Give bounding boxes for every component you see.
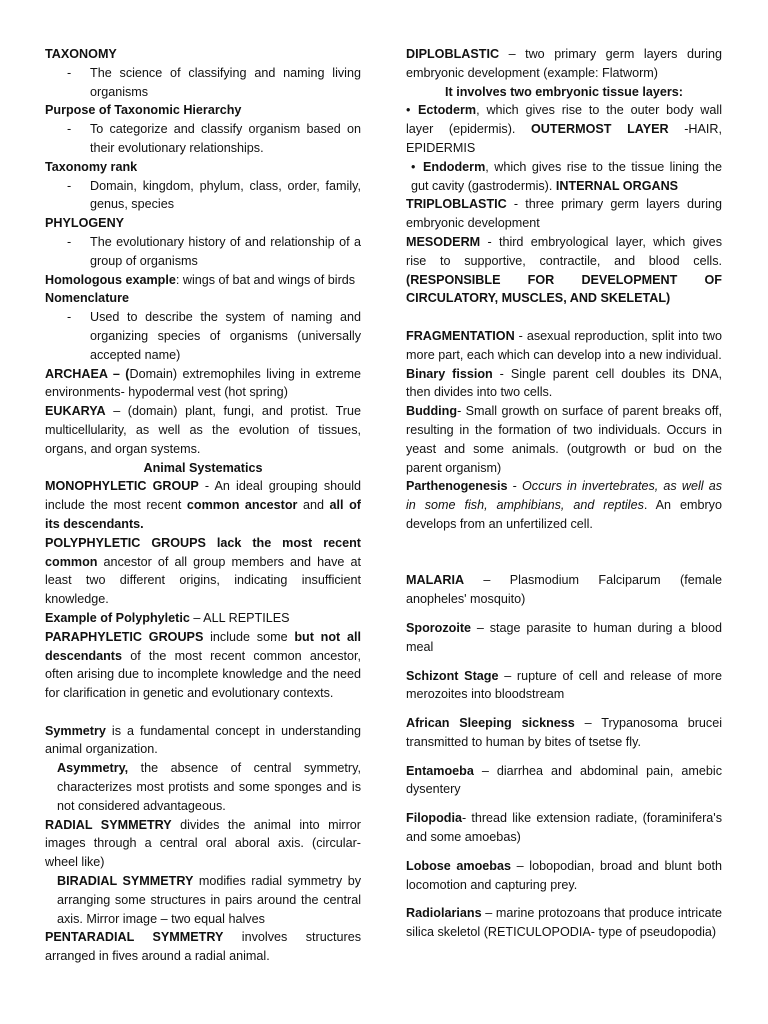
parthenogenesis-paragraph: Parthenogenesis - Occurs in invertebrates, as well as in some fish, amphibians, and reptiles. An embryo develops from an unfertilized cell. xyxy=(406,479,722,531)
radiolarians-paragraph: Radiolarians – marine protozoans that produce intricate silica skeletol (RETICULOPODIA- type of pseudopodia) xyxy=(406,906,722,940)
spacer xyxy=(406,609,722,619)
diploblastic-paragraph: DIPLOBLASTIC – two primary germ layers during embryonic development (example: Flatworm) xyxy=(406,47,722,80)
polyphyletic-paragraph: POLYPHYLETIC GROUPS lack the most recent common ancestor of all group members and have at least two different origins, indicating insufficient knowledge. xyxy=(45,535,361,607)
african-sleeping-sickness-paragraph: African Sleeping sickness – Trypanosoma brucei transmitted to human by bites of tsetse fly. xyxy=(406,716,722,749)
taxonomy-list xyxy=(45,64,361,102)
filopodia-paragraph: Filopodia- thread like extension radiate, (foraminifera's and some amoebas) xyxy=(406,811,722,845)
list-item: - To categorize and classify organism based on their evolutionary relationships. xyxy=(45,120,361,158)
nomenclature-list xyxy=(45,308,361,364)
spacer xyxy=(406,308,722,327)
budding-paragraph: Budding- Small growth on surface of parent breaks off, resulting in the formation of two individuals. Occurs in yeast and some animals. (outgrowth or bud on the parent organism) xyxy=(406,404,722,475)
biradial-symmetry-paragraph: BIRADIAL SYMMETRY modifies radial symmetry by arranging some structures in pairs around the central axis. Mirror image – two equal halves xyxy=(57,874,361,926)
radial-symmetry-paragraph: RADIAL SYMMETRY divides the animal into mirror images through a central oral aboral axis. (circular-wheel like) xyxy=(45,817,362,870)
heading-animal-systematics: Animal Systematics xyxy=(143,460,263,475)
binary-fission-paragraph: Binary fission - Single parent cell doubles its DNA, then divides into two cells. xyxy=(406,366,722,400)
right-column xyxy=(406,45,722,942)
left-column xyxy=(45,45,361,966)
spacer xyxy=(406,534,722,553)
heading-taxonomy: TAXONOMY xyxy=(45,47,117,61)
spacer xyxy=(406,799,722,809)
heading-phylogeny: PHYLOGENY xyxy=(45,216,125,231)
polyphyletic-example: Example of Polyphyletic – ALL REPTILES xyxy=(45,610,290,625)
eukarya-paragraph: EUKARYA – (domain) plant, fungi, and protist. True multicellularity, as well as the evolution of tissues, organs, and organ systems. xyxy=(45,404,361,456)
list-item: - Domain, kingdom, phylum, class, order, family, genus, species xyxy=(45,177,361,215)
bullet-icon: • xyxy=(406,103,411,118)
heading-nomenclature: Nomenclature xyxy=(45,291,129,306)
mesoderm-paragraph: MESODERM - third embryological layer, which gives rise to supportive, contractile, and blood cells. (RESPONSIBLE FOR DEVELOPMENT OF CIRCULATORY, MUSCLES, AND SKELETAL) xyxy=(406,234,722,306)
pentaradial-symmetry-paragraph: PENTARADIAL SYMMETRY involves structures arranged in fives around a radial animal. xyxy=(45,930,361,964)
archaea-paragraph: ARCHAEA – (Domain) extremophiles living in extreme environments- hypodermal vest (hot spring) xyxy=(45,366,361,400)
spacer xyxy=(406,894,722,904)
spacer xyxy=(406,847,722,857)
list-item: - The science of classifying and naming living organisms xyxy=(45,64,361,102)
fragmentation-paragraph: FRAGMENTATION - asexual reproduction, split into two more part, each which can develop into a new individual. xyxy=(406,328,722,362)
purpose-list xyxy=(45,120,361,158)
triploblastic-paragraph: TRIPLOBLASTIC - three primary germ layers during embryonic development xyxy=(406,197,722,231)
endoderm-paragraph: • Endoderm, which gives rise to the tissue lining the gut cavity (gastrodermis). INTERNAL ORGANS xyxy=(411,159,722,193)
spacer xyxy=(406,657,722,667)
list-item: - Used to describe the system of naming and organizing species of organisms (universally accepted name) xyxy=(45,308,361,364)
symmetry-paragraph: Symmetry is a fundamental concept in understanding animal organization. xyxy=(45,723,361,757)
lobose-amoebas-paragraph: Lobose amoebas – lobopodian, broad and blunt both locomotion and capturing prey. xyxy=(406,858,722,892)
spacer xyxy=(406,752,722,762)
list-item: - The evolutionary history of and relationship of a group of organisms xyxy=(45,233,361,271)
bullet-icon: • xyxy=(411,159,416,174)
heading-tissue-layers: It involves two embryonic tissue layers: xyxy=(445,84,683,99)
entamoeba-paragraph: Entamoeba – diarrhea and abdominal pain, amebic dysentery xyxy=(406,763,722,797)
malaria-paragraph: MALARIA – Plasmodium Falciparum (female anopheles' mosquito) xyxy=(406,573,722,607)
monophyletic-paragraph: MONOPHYLETIC GROUP - An ideal grouping should include the most recent common ancestor and all of its descendants. xyxy=(45,479,361,531)
asymmetry-paragraph: Asymmetry, the absence of central symmetry, characterizes most protists and some sponges and is not considered advantageous. xyxy=(57,761,361,813)
paraphyletic-paragraph: PARAPHYLETIC GROUPS include some but not all descendants of the most recent common ancestor, often arising due to incomplete knowledge and the need for clarification in genetic and evolutionary contexts. xyxy=(45,629,361,701)
phylogeny-list xyxy=(45,233,361,271)
spacer xyxy=(406,704,722,714)
heading-purpose: Purpose of Taxonomic Hierarchy xyxy=(45,103,242,118)
rank-list xyxy=(45,177,361,215)
sporozoite-paragraph: Sporozoite – stage parasite to human during a blood meal xyxy=(406,620,722,654)
heading-rank: Taxonomy rank xyxy=(45,159,138,174)
spacer xyxy=(45,703,361,722)
schizont-paragraph: Schizont Stage – rupture of cell and release of more merozoites into bloodstream xyxy=(406,668,723,702)
spacer xyxy=(406,553,722,572)
ectoderm-paragraph: • Ectoderm, which gives rise to the outer body wall layer (epidermis). OUTERMOST LAYER -HAIR, EPIDERMIS xyxy=(406,103,723,155)
homologous-example: Homologous example: wings of bat and wings of birds xyxy=(45,272,356,287)
